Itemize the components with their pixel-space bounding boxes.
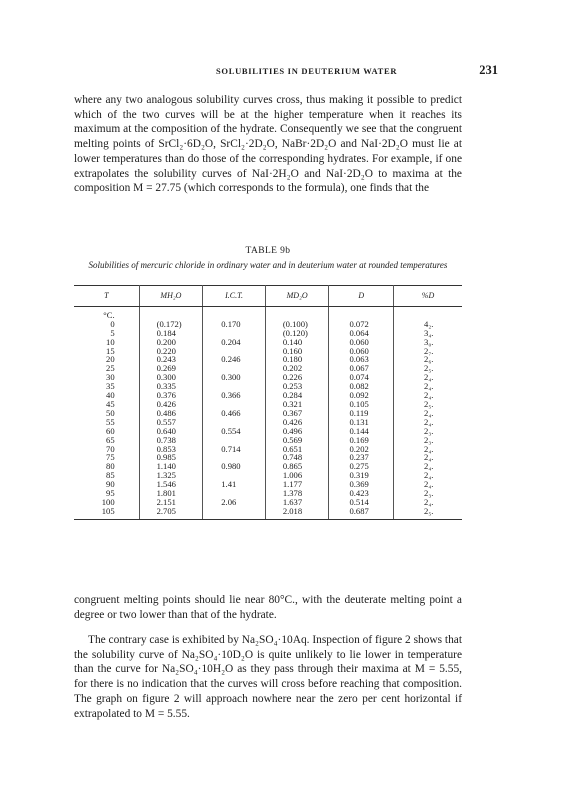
cell-percent-d: 2₃. — [424, 434, 434, 445]
paragraph-melting-points: congruent melting points should lie near 80°C., with the deuterate melting point a degree or two lower than that of the hydrate. — [74, 594, 462, 621]
cell-d: 0.119 — [329, 409, 394, 418]
cell-percent-d: 2₄. — [424, 372, 434, 383]
table-caption: Solubilities of mercuric chloride in ordinary water and in deuterium water at rounded temperatures — [88, 260, 448, 270]
cell-m-d2o — [265, 306, 329, 319]
paragraph-sulfate: The contrary case is exhibited by Na₂SO₄·10Aq. Inspection of figure 2 shows that the solubility curve of Na₂SO₄·10D₂O is quite unlikely to lie lower in temperature than the curve for Na₂SO₄·10H₂O as they pass through their maxima at M = 5.55, for there is no indication that the curves will cross before reaching that composition. The graph on figure 2 will approach nowhere near the zero per cent horizontal if extrapolated to M = 5.55. — [74, 634, 462, 720]
table-row — [74, 453, 462, 462]
table-body — [74, 306, 462, 519]
cell-t: 95 — [74, 489, 139, 498]
column-header-percent-d: %D — [394, 286, 462, 307]
cell-percent-d: 2₆. — [424, 354, 434, 365]
cell-m-d2o: 2.018 — [265, 507, 329, 519]
table-row — [74, 462, 462, 471]
cell-ict: 1.41 — [203, 480, 266, 489]
running-title: SOLUBILITIES IN DEUTERIUM WATER — [215, 66, 398, 76]
table-row — [74, 391, 462, 400]
cell-m-h2o: 0.426 — [139, 400, 203, 409]
cell-percent-d: 2₄. — [424, 407, 434, 418]
cell-m-d2o: 1.378 — [265, 489, 329, 498]
cell-d: 0.237 — [329, 453, 394, 462]
page-number: 231 — [479, 63, 498, 77]
table-header-row — [74, 286, 462, 307]
cell-m-d2o: 0.569 — [265, 436, 329, 445]
cell-t: 75 — [74, 453, 139, 462]
column-header-d: D — [329, 286, 394, 307]
cell-m-d2o: 1.637 — [265, 498, 329, 507]
cell-m-d2o: 0.202 — [265, 364, 329, 373]
cell-t: 85 — [74, 471, 139, 480]
cell-d: 0.074 — [329, 373, 394, 382]
table-row — [74, 507, 462, 519]
table-row — [74, 498, 462, 507]
cell-d: 0.202 — [329, 445, 394, 454]
cell-m-h2o: 2.705 — [139, 507, 203, 519]
cell-m-h2o: 0.200 — [139, 338, 203, 347]
cell-t: 45 — [74, 400, 139, 409]
cell-m-d2o: 0.140 — [265, 338, 329, 347]
table-row — [74, 400, 462, 409]
cell-t: 50 — [74, 409, 139, 418]
column-header-t: T — [74, 286, 139, 307]
cell-d: 0.423 — [329, 489, 394, 498]
cell-d: 0.082 — [329, 382, 394, 391]
cell-m-d2o: (0.100) — [265, 320, 329, 329]
cell-m-d2o: 0.367 — [265, 409, 329, 418]
cell-percent-d: 4₂. — [424, 318, 434, 329]
table-row — [74, 364, 462, 373]
cell-t: 90 — [74, 480, 139, 489]
cell-m-h2o: 1.801 — [139, 489, 203, 498]
cell-percent-d: 2₄. — [424, 390, 434, 401]
cell-m-h2o: 0.853 — [139, 445, 203, 454]
cell-m-h2o: 0.300 — [139, 373, 203, 382]
cell-ict — [203, 507, 266, 519]
cell-m-h2o: 0.269 — [139, 364, 203, 373]
table-unit-row — [74, 306, 462, 319]
cell-m-d2o: 1.177 — [265, 480, 329, 489]
cell-m-h2o: (0.172) — [139, 320, 203, 329]
table-row — [74, 436, 462, 445]
cell-ict: 0.204 — [203, 338, 266, 347]
table-row — [74, 338, 462, 347]
cell-m-h2o: 0.985 — [139, 453, 203, 462]
cell-percent-d: 2₃. — [424, 425, 434, 436]
cell-percent-d — [394, 306, 462, 319]
cell-percent-d: 2₃. — [424, 488, 434, 499]
cell-t: 55 — [74, 418, 139, 427]
cell-t: 5 — [74, 329, 139, 338]
cell-percent-d: 2₅. — [424, 363, 434, 374]
table-row — [74, 418, 462, 427]
cell-ict: 0.466 — [203, 409, 266, 418]
cell-percent-d: 2₄. — [424, 452, 434, 463]
cell-t: 15 — [74, 347, 139, 356]
cell-m-d2o: 0.748 — [265, 453, 329, 462]
cell-t: 0 — [74, 320, 139, 329]
cell-percent-d: 2₅. — [424, 398, 434, 409]
cell-ict: 0.714 — [203, 445, 266, 454]
cell-m-h2o — [139, 306, 203, 319]
cell-m-d2o: 0.651 — [265, 445, 329, 454]
cell-t: 40 — [74, 391, 139, 400]
cell-t: 65 — [74, 436, 139, 445]
cell-percent-d: 2₄. — [424, 470, 434, 481]
table-label: TABLE 9b — [245, 246, 291, 256]
cell-m-d2o: 1.006 — [265, 471, 329, 480]
table-row — [74, 347, 462, 356]
table-row — [74, 329, 462, 338]
table-row — [74, 355, 462, 364]
cell-percent-d: 2₄. — [424, 496, 434, 507]
cell-m-h2o: 0.640 — [139, 427, 203, 436]
cell-t: °C. — [74, 306, 139, 319]
cell-percent-d: 2₄. — [424, 381, 434, 392]
table-row — [74, 409, 462, 418]
cell-percent-d: 2₄. — [424, 461, 434, 472]
cell-ict: 0.366 — [203, 391, 266, 400]
cell-ict: 0.980 — [203, 462, 266, 471]
cell-ict: 0.554 — [203, 427, 266, 436]
cell-ict: 2.06 — [203, 498, 266, 507]
table-row — [74, 427, 462, 436]
cell-ict: 0.300 — [203, 373, 266, 382]
cell-m-d2o: 0.253 — [265, 382, 329, 391]
cell-m-h2o: 0.557 — [139, 418, 203, 427]
cell-d: 0.092 — [329, 391, 394, 400]
cell-percent-d: 2₇. — [424, 345, 434, 356]
table-row — [74, 320, 462, 329]
cell-m-d2o: 0.284 — [265, 391, 329, 400]
cell-m-d2o: 0.496 — [265, 427, 329, 436]
cell-m-h2o: 1.325 — [139, 471, 203, 480]
cell-d: 0.369 — [329, 480, 394, 489]
cell-t: 70 — [74, 445, 139, 454]
cell-t: 35 — [74, 382, 139, 391]
cell-percent-d: 2₄. — [424, 443, 434, 454]
cell-m-h2o: 0.184 — [139, 329, 203, 338]
column-header-m-d2o: MD₂O — [265, 286, 329, 307]
cell-d: 0.072 — [329, 320, 394, 329]
cell-m-d2o: 0.180 — [265, 355, 329, 364]
cell-percent-d: 3₄. — [424, 327, 434, 338]
cell-d: 0.131 — [329, 418, 394, 427]
cell-m-h2o: 0.376 — [139, 391, 203, 400]
cell-m-d2o: 0.865 — [265, 462, 329, 471]
cell-m-h2o: 0.243 — [139, 355, 203, 364]
cell-percent-d: 3₀. — [424, 336, 434, 347]
running-header — [74, 63, 498, 78]
solubility-table — [74, 285, 462, 520]
cell-t: 80 — [74, 462, 139, 471]
table-row — [74, 445, 462, 454]
cell-t: 20 — [74, 355, 139, 364]
cell-percent-d: 2₅. — [394, 507, 462, 519]
cell-d: 0.514 — [329, 498, 394, 507]
paragraph-intro: where any two analogous solubility curves cross, thus making it possible to predict which of the two curves will be at the higher temperature when it reaches its maximum at the composition of the hydrate. Consequently we see that the congruent melting points of SrCl₂·6D₂O, SrCl₂·2D₂O, NaBr·2D₂O and NaI·2D₂O must lie at lower temperatures than do those of the corresponding hydrates. For example, if one extrapolates the solubility curves of NaI·2H₂O and NaI·2D₂O to maxima at the composition M = 27.75 (which corresponds to the formula), one finds that the — [74, 94, 462, 195]
column-header-ict: I.C.T. — [203, 286, 266, 307]
cell-t: 25 — [74, 364, 139, 373]
table-row — [74, 471, 462, 480]
cell-t: 105 — [74, 507, 139, 519]
cell-m-h2o: 0.486 — [139, 409, 203, 418]
cell-m-d2o: 0.321 — [265, 400, 329, 409]
cell-d: 0.105 — [329, 400, 394, 409]
cell-ict: 0.170 — [203, 320, 266, 329]
cell-d: 0.687 — [329, 507, 394, 519]
cell-m-h2o: 0.335 — [139, 382, 203, 391]
table-row — [74, 382, 462, 391]
cell-m-h2o: 1.140 — [139, 462, 203, 471]
column-header-m-h2o: MH₂O — [139, 286, 203, 307]
cell-d: 0.064 — [329, 329, 394, 338]
cell-d: 0.319 — [329, 471, 394, 480]
cell-m-d2o: 0.226 — [265, 373, 329, 382]
table-row — [74, 480, 462, 489]
cell-percent-d: 2₄. — [424, 416, 434, 427]
cell-d: 0.063 — [329, 355, 394, 364]
cell-d: 0.275 — [329, 462, 394, 471]
cell-d: 0.067 — [329, 364, 394, 373]
cell-m-h2o: 2.151 — [139, 498, 203, 507]
table-row — [74, 373, 462, 382]
cell-d: 0.144 — [329, 427, 394, 436]
cell-m-d2o: 0.426 — [265, 418, 329, 427]
cell-percent-d: 2₄. — [424, 479, 434, 490]
cell-d: 0.060 — [329, 338, 394, 347]
table-row — [74, 489, 462, 498]
cell-m-d2o: 0.160 — [265, 347, 329, 356]
table-header — [74, 286, 462, 307]
cell-t: 30 — [74, 373, 139, 382]
cell-m-h2o: 1.546 — [139, 480, 203, 489]
cell-t: 10 — [74, 338, 139, 347]
cell-d: 0.169 — [329, 436, 394, 445]
cell-ict: 0.246 — [203, 355, 266, 364]
cell-t: 60 — [74, 427, 139, 436]
cell-m-d2o: (0.120) — [265, 329, 329, 338]
cell-m-h2o: 0.220 — [139, 347, 203, 356]
cell-t: 100 — [74, 498, 139, 507]
cell-m-h2o: 0.738 — [139, 436, 203, 445]
cell-d — [329, 306, 394, 319]
cell-d: 0.060 — [329, 347, 394, 356]
cell-ict — [203, 306, 266, 319]
